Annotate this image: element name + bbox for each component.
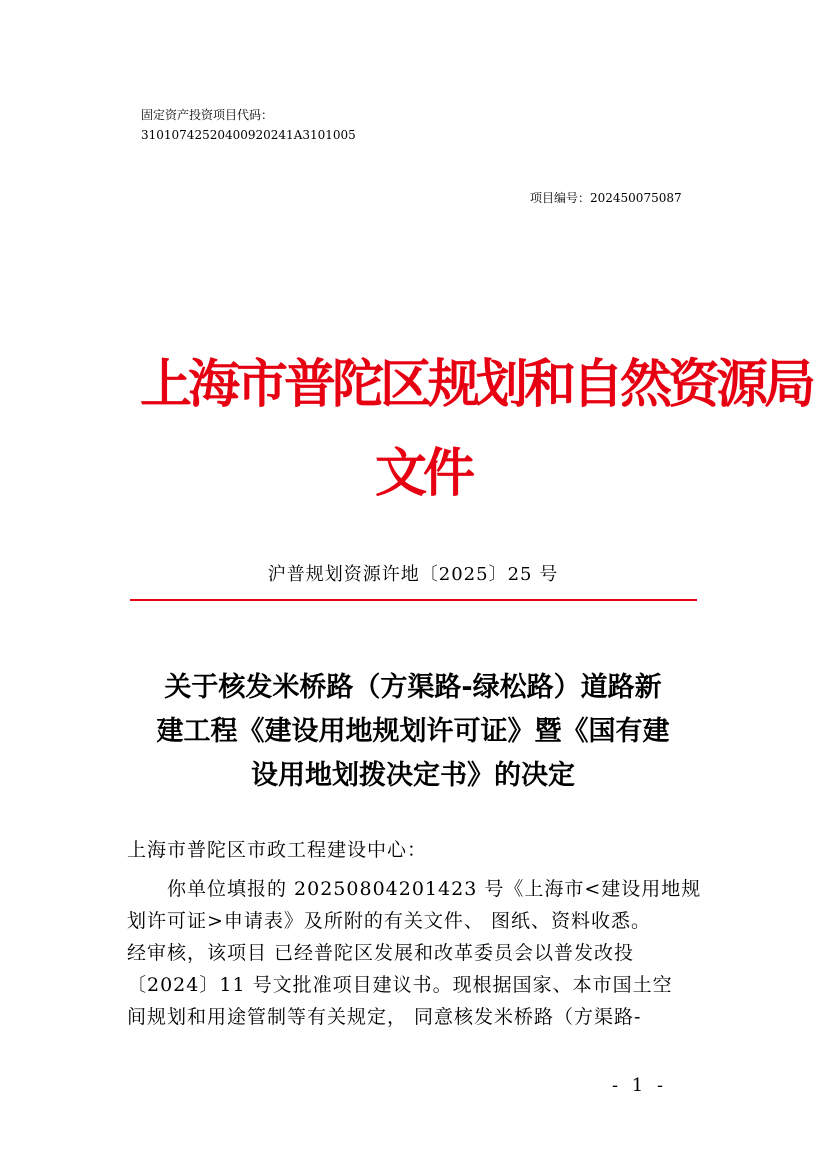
document-number: 沪普规划资源许地〔2025〕25 号 xyxy=(267,564,559,585)
body-paragraph xyxy=(127,873,707,1033)
recipient-line: 上海市普陀区市政工程建设中心： xyxy=(127,839,428,861)
subject-line: 建工程《建设用地规划许可证》暨《国有建 xyxy=(156,716,670,747)
body-line: 划许可证>申请表》及所附的有关文件、 图纸、资料收悉。 xyxy=(127,910,651,932)
subject-line: 设用地划拨决定书》的决定 xyxy=(251,760,575,791)
body-line: 间规划和用途管制等有关规定， 同意核发米桥路（方渠路- xyxy=(127,1006,642,1028)
document-subject-title xyxy=(126,666,700,798)
page-number: - 1 - xyxy=(612,1075,668,1096)
fixed-asset-code-value: 31010742520400920241A3101005 xyxy=(141,128,356,142)
body-line: 你单位填报的 20250804201423 号《上海市<建设用地规 xyxy=(127,878,702,900)
body-line: 经审核，该项目 已经普陀区发展和改革委员会以普发改投 xyxy=(127,942,635,964)
fixed-asset-code-label: 固定资产投资项目代码： xyxy=(141,108,274,122)
issuer-masthead: 上海市普陀区规划和自然资源局 xyxy=(140,354,813,415)
project-number: 项目编号：202450075087 xyxy=(530,191,682,205)
document-type-title: 文件 xyxy=(375,443,472,504)
subject-line: 关于核发米桥路（方渠路-绿松路）道路新 xyxy=(164,672,662,703)
red-divider-line xyxy=(130,599,697,601)
body-line: 〔2024〕11 号文批准项目建议书。现根据国家、本市国土空 xyxy=(127,974,673,996)
